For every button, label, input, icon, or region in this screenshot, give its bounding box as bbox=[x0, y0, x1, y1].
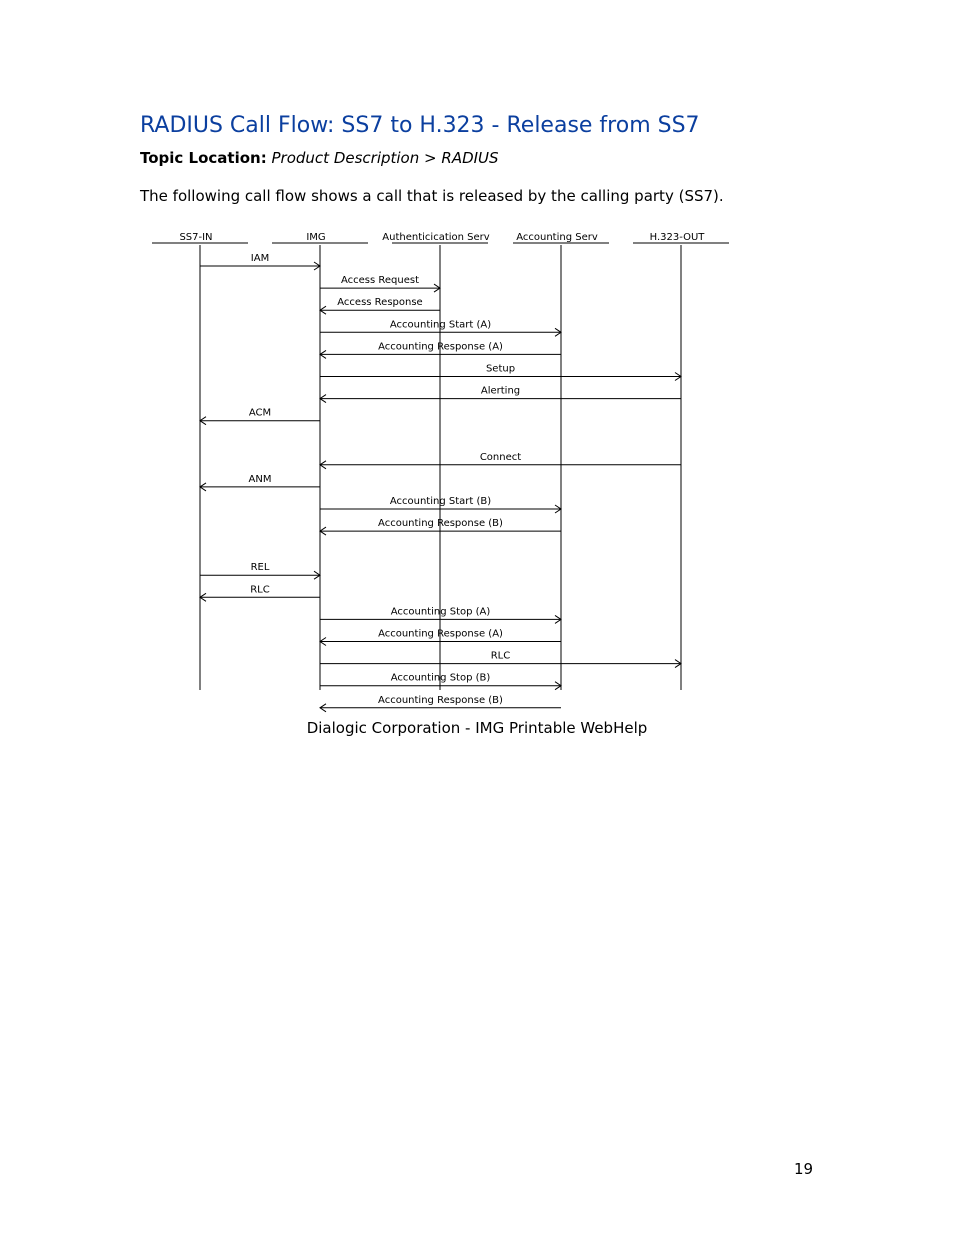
lifeline-header: Accounting Serv bbox=[516, 232, 598, 243]
topic-location bbox=[140, 149, 499, 167]
intro-paragraph: The following call flow shows a call that is released by the calling party (SS7). bbox=[140, 187, 724, 205]
message-label: Accounting Response (A) bbox=[378, 341, 503, 353]
lifeline-header: SS7-IN bbox=[179, 232, 213, 243]
lifeline-header: H.323-OUT bbox=[649, 232, 705, 243]
message-label: Accounting Start (A) bbox=[389, 319, 492, 331]
message-label: Connect bbox=[479, 451, 522, 463]
message-label: Accounting Response (B) bbox=[378, 694, 503, 706]
message-label: Access Response bbox=[337, 297, 423, 309]
message-label: ANM bbox=[248, 473, 272, 485]
topic-location-label: Topic Location: bbox=[140, 149, 267, 167]
message-label: Access Request bbox=[340, 275, 420, 287]
page-title: RADIUS Call Flow: SS7 to H.323 - Release from SS7 bbox=[140, 113, 700, 138]
lifeline-header: Authenticication Serv bbox=[382, 232, 490, 243]
page-number: 19 bbox=[794, 1160, 814, 1178]
message-label: Alerting bbox=[480, 385, 521, 397]
topic-path-item: Product Description bbox=[271, 149, 420, 167]
page-footer: Dialogic Corporation - IMG Printable WebHelp bbox=[306, 719, 648, 737]
message-label: Accounting Stop (B) bbox=[390, 672, 491, 684]
message-label: Setup bbox=[485, 363, 516, 375]
message-label: Accounting Start (B) bbox=[389, 496, 492, 507]
lifeline-header: IMG bbox=[306, 232, 326, 243]
topic-path-item: RADIUS bbox=[441, 149, 499, 167]
message-label: REL bbox=[250, 562, 270, 574]
topic-path-separator: > bbox=[424, 149, 437, 167]
message-label: Accounting Response (A) bbox=[378, 628, 503, 640]
message-label: Accounting Stop (A) bbox=[390, 606, 491, 618]
message-label: ACM bbox=[248, 407, 272, 419]
message-label: RLC bbox=[250, 584, 270, 596]
message-label: IAM bbox=[250, 253, 270, 264]
call-flow-diagram bbox=[140, 225, 740, 706]
message-label: Accounting Response (B) bbox=[378, 518, 503, 530]
message-label: RLC bbox=[490, 650, 511, 662]
